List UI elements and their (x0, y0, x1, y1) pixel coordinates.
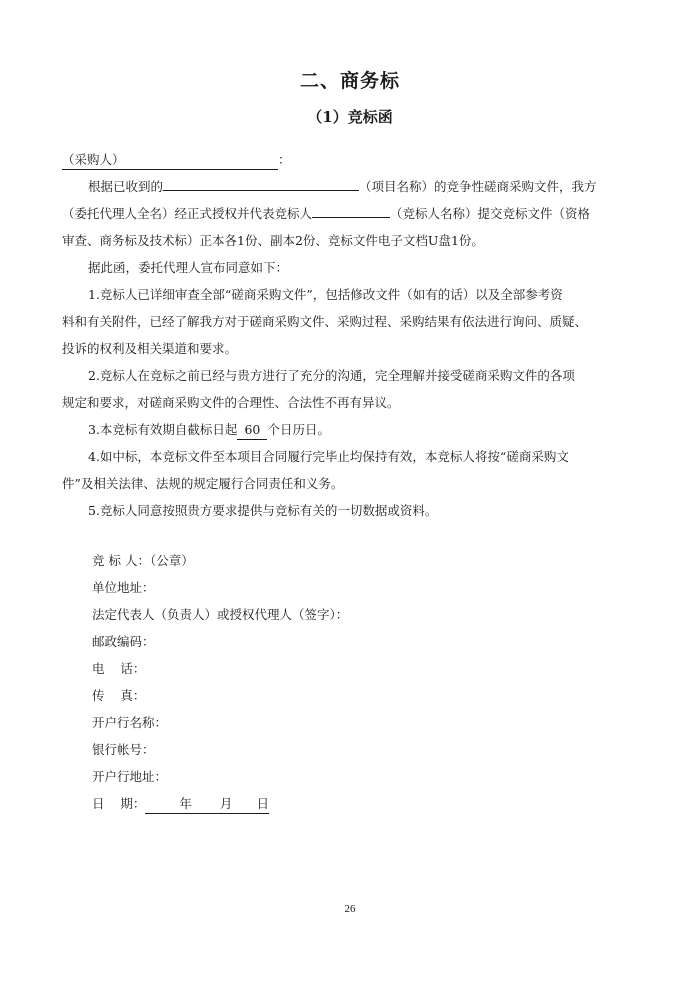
bank-account-field: 银行帐号： (92, 742, 155, 757)
validity-days: 60 (237, 421, 267, 440)
date-label: 日 期： (92, 796, 146, 811)
paragraph-1-line-2 (62, 200, 652, 227)
date-day: 日 (256, 796, 269, 811)
bank-name-field: 开户行名称： (92, 715, 168, 730)
item-3-text-after: 个日历日。 (267, 422, 330, 437)
bidder-name-blank (312, 217, 390, 218)
page-number: 26 (344, 903, 356, 915)
item-2-line-2: 规定和要求，对磋商采购文件的合理性、合法性不再有异议。 (62, 395, 400, 410)
purchaser-label: （采购人） (62, 152, 125, 167)
phone-field: 电 话： (92, 661, 146, 676)
purchaser-blank (62, 151, 278, 170)
paragraph-2: 据此函，委托代理人宣布同意如下： (88, 260, 289, 275)
item-3 (62, 416, 652, 443)
item-5: 5.竞标人同意按照贵方要求提供与竞标有关的一切数据或资料。 (88, 503, 438, 518)
p1-text-d: （竞标人名称）提交竞标文件（资格 (390, 206, 591, 221)
date-blank (145, 795, 269, 814)
fax-field: 传 真： (92, 688, 146, 703)
signature-block (92, 547, 652, 817)
paragraph-1-line-3: 审查、商务标及技术标）正本各1份、副本2份、竞标文件电子文档U盘1份。 (62, 233, 484, 248)
date-field (92, 790, 652, 817)
item-4-line-2: 件”及相关法律、法规的规定履行合同责任和义务。 (62, 476, 344, 491)
p1-text-a: 根据已收到的 (88, 179, 164, 194)
item-1-line-3: 投诉的权利及相关渠道和要求。 (62, 341, 238, 356)
salutation-line (62, 146, 652, 173)
bank-address-field: 开户行地址： (92, 769, 168, 784)
postcode-field: 邮政编码： (92, 634, 155, 649)
item-1-line-2: 料和有关附件，已经了解我方对于磋商采购文件、采购过程、采购结果有依法进行询问、质疑、 (62, 314, 588, 329)
salutation-colon: ： (278, 152, 291, 167)
item-2-line-1: 2.竞标人在竞标之前已经与贵方进行了充分的沟通，完全理解并接受磋商采购文件的各项 (88, 368, 575, 383)
letter-body (62, 146, 652, 524)
bidder-seal-field: 竞 标 人：（公章） (92, 553, 194, 568)
date-year: 年 (179, 796, 192, 811)
item-3-text-before: 3.本竞标有效期自截标日起 (88, 422, 238, 437)
project-name-blank (163, 190, 359, 191)
date-month: 月 (219, 796, 233, 811)
p1-text-b: （项目名称）的竞争性磋商采购文件，我方 (359, 179, 597, 194)
paragraph-1-line-1 (62, 173, 652, 200)
page-title: 二、商务标 (299, 70, 400, 92)
address-field: 单位地址： (92, 580, 155, 595)
representative-signature-field: 法定代表人（负责人）或授权代理人（签字）： (92, 607, 349, 622)
p1-text-c: （委托代理人全名）经正式授权并代表竞标人 (62, 206, 313, 221)
section-subtitle: （1）竞标函 (307, 108, 393, 126)
item-1-line-1: 1.竞标人已详细审查全部“磋商采购文件”，包括修改文件（如有的话）以及全部参考资 (88, 287, 563, 302)
item-4-line-1: 4.如中标，本竞标文件至本项目合同履行完毕止均保持有效，本竞标人将按“磋商采购文 (88, 449, 569, 464)
